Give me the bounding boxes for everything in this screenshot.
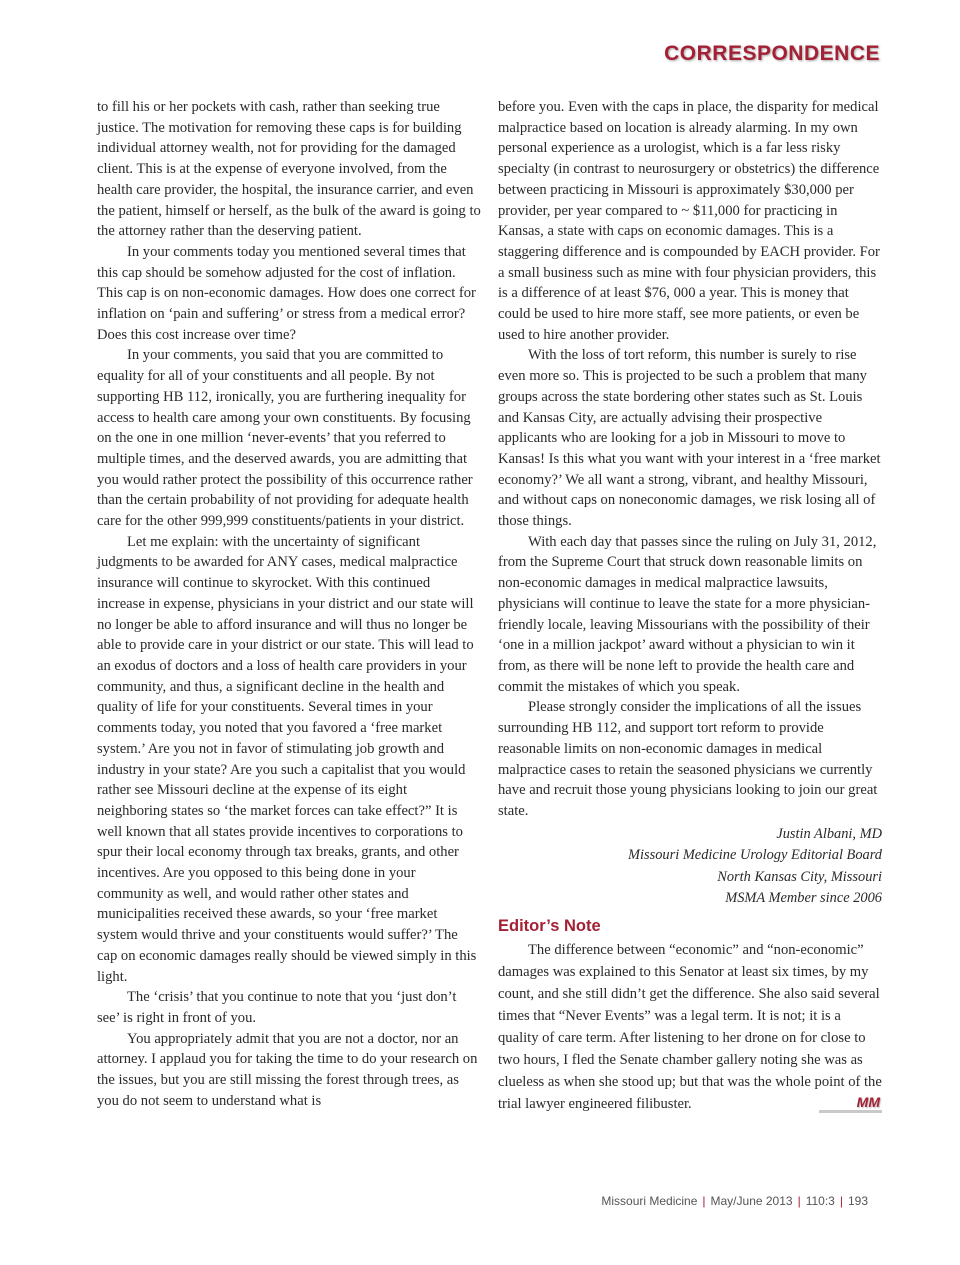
footer-separator: |	[702, 1194, 706, 1208]
paragraph: In your comments today you mentioned several times that this cap should be somehow adjusted for the cost of inflation. This cap is on non-economic damages. How does one correct for inflation on ‘pain and suffering’ or stress from a medical error? Does this cost increase over time?	[97, 243, 476, 343]
editors-note-text	[498, 939, 882, 1115]
section-header: CORRESPONDENCE	[664, 42, 880, 65]
signature-block	[498, 824, 882, 910]
paragraph: With each day that passes since the ruling on July 31, 2012, from the Supreme Court that struck down reasonable limits on non-economic damages in medical malpractice lawsuits, physicians will continue to leave the state for a more physician-friendly locale, leaving Missourians with the possibility of their ‘one in a million jackpot’ award without a physician to win it from, as there will be none left to provide the health care and commit the mistakes of which you speak.	[498, 533, 877, 695]
signature-name: Justin Albani, MD	[776, 825, 882, 842]
editors-note-body: The difference between “economic” and “non-economic” damages was explained to this Senator at least six times, by my count, and she still didn’t get the difference. She also said several times that “Never Events” was a legal term. It is not; it is a quality of care term. After listening to her drone on for close to two hours, I fled the Senate chamber gallery noting she was as clueless as when she stood up; but that was the whole point of the trial lawyer engineered filibuster.	[498, 941, 882, 1112]
paragraph: before you. Even with the caps in place, the disparity for medical malpractice based on location is already alarming. In my own personal experience as a urologist, which is a far less risky specialty (in contrast to neurosurgery or obstetrics) the difference between practicing in Missouri is approximately $30,000 per provider, per year compared to ~ $11,000 for practicing in Kansas, a state with caps on economic damages. This is a staggering difference and is compounded by EACH provider. For a small business such as mine with four physician providers, this is a difference of at least $76, 000 a year. This is money that could be used to hire more staff, see more patients, or even be used to hire another provider.	[498, 99, 880, 343]
right-column	[498, 97, 882, 1115]
paragraph: Let me explain: with the uncertainty of significant judgments to be awarded for ANY cases, medical malpractice insurance will continue to skyrocket. With this continued increase in expense, physicians in your district and our state will no longer be able to afford insurance and will thus no longer be able to provide care in your district or our state. This will lead to an exodus of doctors and a loss of health care providers in your community, and thus, a significant decline in the health and quality of life for your constituents. Several times in your comments today, you noted that you favored a ‘free market system.’ Are you not in favor of stimulating job growth and industry in your state? Are you such a capitalist that you would rather see Missouri decline at the expense of its eight neighboring states so ‘the market forces can take effect?” It is well known that all states provide incentives to corporations to spur their local economy through tax breaks, grants, and other incentives. Are you opposed to this being done in your community as well, and would rather other states and municipalities received these awards, so your ‘free market system would thrive and your constituents would suffer?’ The cap on economic damages really should be viewed simply in this light.	[97, 533, 477, 985]
page-number: 193	[847, 1194, 868, 1208]
paragraph: Please strongly consider the implications of all the issues surrounding HB 112, and support tort reform to provide reasonable limits on non-economic damages in medical malpractice cases to retain the seasoned physicians we currently have and recruit those young physicians looking to join our great state.	[498, 699, 878, 819]
paragraph: In your comments, you said that you are committed to equality for all of your constituents and all people. By not supporting HB 112, ironically, you are furthering inequality for access to health care among your own constituents. By focusing on the one in one million ‘never-events’ that you referred to multiple times, and the deserved awards, you are admitting that you would rather protect the possibility of this occurrence rather than the certain probability of not providing for adequate health care for the other 999,999 constituents/patients in your district.	[97, 347, 473, 530]
end-mark-logo: MM	[819, 1095, 882, 1113]
signature-location: North Kansas City, Missouri	[717, 868, 882, 885]
paragraph: to fill his or her pockets with cash, rather than seeking true justice. The motivation for removing these caps is for building individual attorney wealth, not for providing for the damaged client. This is at the expense of everyone involved, from the health care provider, the hospital, the insurance carrier, and even the patient, himself or herself, as the bulk of the award is going to the attorney rather than the deserving patient.	[97, 99, 481, 240]
paragraph: You appropriately admit that you are not a doctor, nor an attorney. I applaud you for taking the time to do your research on the issues, but you are still missing the forest through trees, as you do not seem to understand what is	[97, 1030, 478, 1109]
footer-separator: |	[839, 1194, 843, 1208]
left-column	[97, 97, 481, 1111]
editors-note-heading: Editor’s Note	[498, 916, 601, 935]
page-footer	[601, 1194, 868, 1208]
paragraph: With the loss of tort reform, this number is surely to rise even more so. This is projected to be such a problem that many groups across the state bordering other states such as St. Louis and Kansas City, are actually advising their prospective applicants who are looking for a job in Missouri to move to Kansas! Is this what you want with your interest in a ‘free market economy?’ We all want a strong, vibrant, and healthy Missouri, and without caps on noneconomic damages, we risk losing all of those things.	[498, 347, 881, 530]
footer-issue: May/June 2013	[710, 1194, 793, 1208]
signature-title: Missouri Medicine Urology Editorial Board	[628, 847, 882, 864]
paragraph: The ‘crisis’ that you continue to note that you ‘just don’t see’ is right in front of you.	[97, 989, 457, 1026]
footer-journal: Missouri Medicine	[601, 1194, 698, 1208]
footer-separator: |	[797, 1194, 801, 1208]
signature-membership: MSMA Member since 2006	[725, 890, 882, 907]
footer-volume: 110:3	[805, 1194, 835, 1208]
